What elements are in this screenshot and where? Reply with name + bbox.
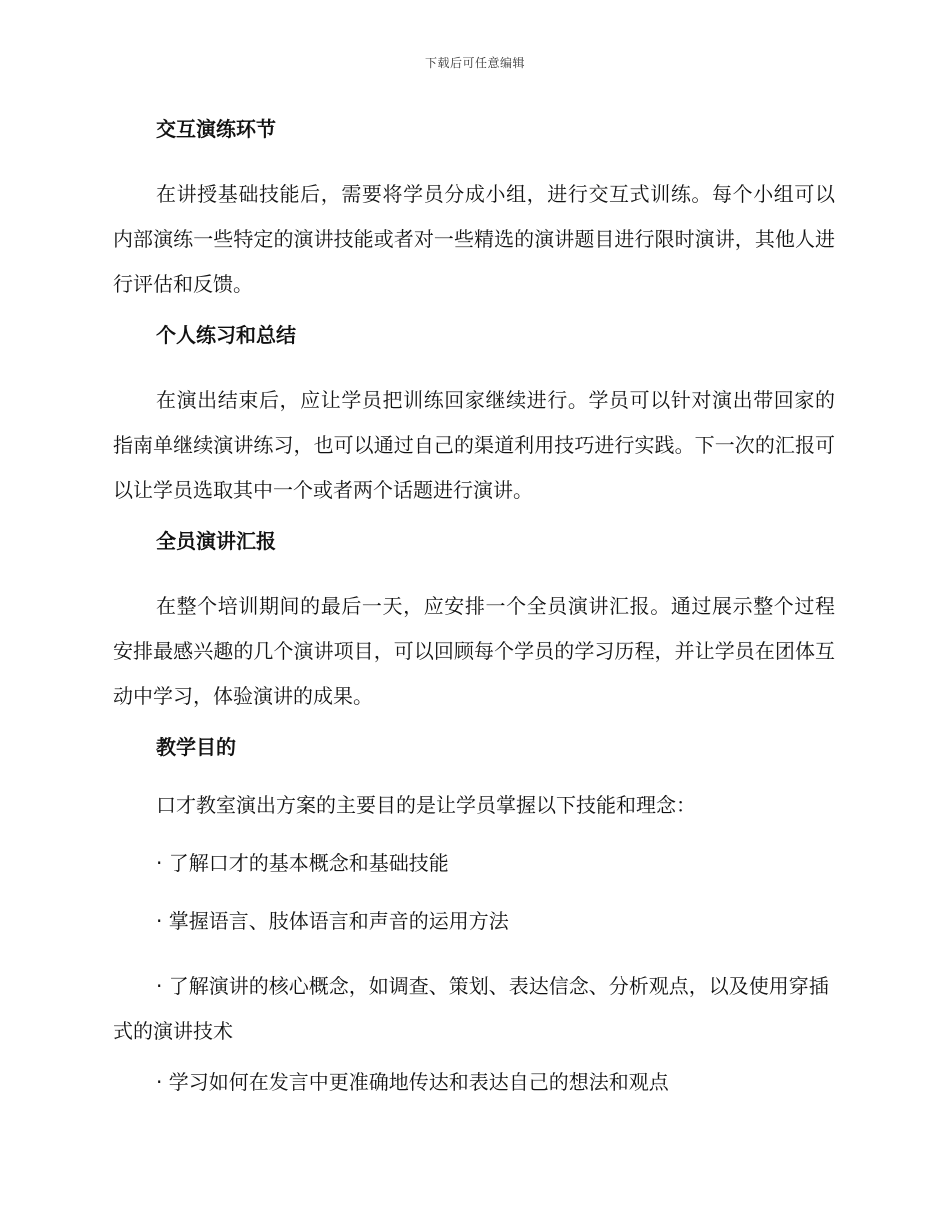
document-body: [113, 114, 835, 1125]
goal-bullet-item: · 了解口才的基本概念和基础技能: [156, 851, 449, 875]
goal-bullet-item: · 掌握语言、肢体语言和声音的运用方法: [156, 909, 509, 933]
section-heading-teaching-goals: 教学目的: [156, 735, 236, 759]
section-paragraph-group-report: 在整个培训期间的最后一天，应安排一个全员演讲汇报。通过展示整个过程安排最感兴趣的几个演讲项目，可以回顾每个学员的学习历程，并让学员在团体互动中学习，体验演讲的成果。: [113, 594, 835, 708]
page-header: 下载后可任意编辑: [424, 56, 525, 70]
section-heading-personal-practice: 个人练习和总结: [156, 323, 296, 347]
goal-bullet-item: · 了解演讲的核心概念，如调查、策划、表达信念、分析观点，以及使用穿插式的演讲技术: [113, 974, 829, 1043]
section-heading-group-report: 全员演讲汇报: [156, 529, 276, 553]
section-heading-interactive-practice: 交互演练环节: [156, 117, 276, 141]
section-paragraph-interactive-practice: 在讲授基础技能后，需要将学员分成小组，进行交互式训练。每个小组可以内部演练一些特定的演讲技能或者对一些精选的演讲题目进行限时演讲，其他人进行评估和反馈。: [113, 182, 835, 296]
goal-bullet-item: · 学习如何在发言中更准确地传达和表达自己的想法和观点: [156, 1070, 669, 1094]
section-paragraph-personal-practice: 在演出结束后，应让学员把训练回家继续进行。学员可以针对演出带回家的指南单继续演讲练习，也可以通过自己的渠道利用技巧进行实践。下一次的汇报可以让学员选取其中一个或者两个话题进行演讲。: [113, 388, 835, 502]
section-paragraph-teaching-goals: 口才教室演出方案的主要目的是让学员掌握以下技能和理念：: [156, 793, 696, 817]
